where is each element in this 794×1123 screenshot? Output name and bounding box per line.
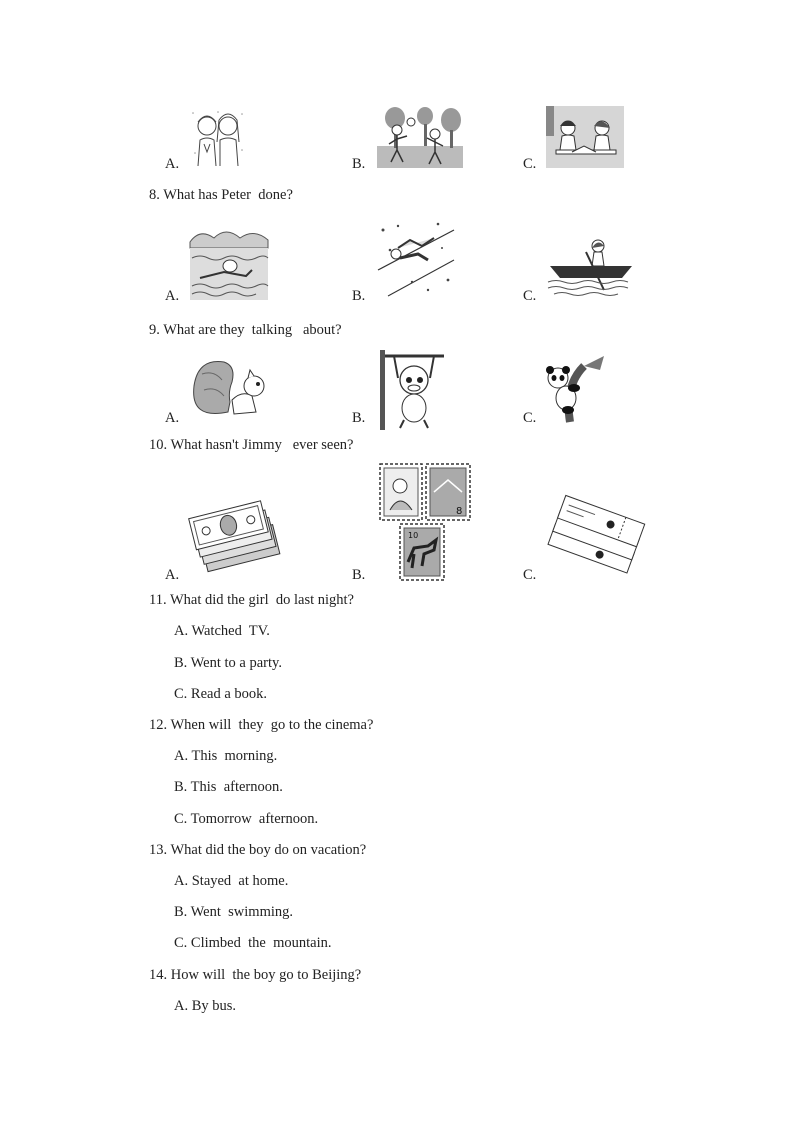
question-11-text: 11. What did the girl do last night? [149,592,354,608]
children-reading-icon[interactable] [546,106,624,168]
option-b[interactable]: B. Went swimming. [174,904,294,920]
option-b[interactable]: B. Went to a party. [174,655,282,671]
skiing-icon[interactable] [378,220,454,298]
panda-icon[interactable] [544,356,606,422]
option-a[interactable]: A. This morning. [174,748,278,764]
option-a-label: A. [165,410,180,426]
rowing-boat-icon[interactable] [548,238,634,296]
option-b-label: B. [352,156,366,172]
option-c-label: C. [523,288,537,304]
option-b-label: B. [352,410,366,426]
option-c[interactable]: C. Tomorrow afternoon. [174,811,319,827]
option-a[interactable]: A. Stayed at home. [174,873,289,889]
squirrel-icon[interactable] [190,356,270,420]
tickets-icon[interactable] [547,494,643,582]
option-c-label: C. [523,156,537,172]
question-10-text: 10. What hasn't Jimmy ever seen? [149,437,354,453]
stamps-icon[interactable] [378,462,472,580]
question-13-text: 13. What did the boy do on vacation? [149,842,367,858]
playing-in-park-icon[interactable] [377,106,463,168]
option-c-label: C. [523,410,537,426]
option-c[interactable]: C. Read a book. [174,686,268,702]
question-9-text: 9. What are they talking about? [149,322,342,338]
stamp-value-10: 10 [408,531,419,540]
monkey-icon[interactable] [376,350,446,430]
option-a-label: A. [165,567,180,583]
option-b-label: B. [352,567,366,583]
option-a-label: A. [165,288,180,304]
question-14-text: 14. How will the boy go to Beijing? [149,967,362,983]
option-c-label: C. [523,567,537,583]
question-12-text: 12. When will they go to the cinema? [149,717,374,733]
couple-icon[interactable] [190,108,246,168]
question-8-text: 8. What has Peter done? [149,187,293,203]
option-b[interactable]: B. This afternoon. [174,779,283,795]
stamp-value-8: 8 [456,506,463,517]
swimming-icon[interactable] [190,224,268,300]
option-a[interactable]: A. By bus. [174,998,237,1014]
option-b-label: B. [352,288,366,304]
option-a[interactable]: A. Watched TV. [174,623,270,639]
option-a-label: A. [165,156,180,172]
option-c[interactable]: C. Climbed the mountain. [174,935,332,951]
banknotes-icon[interactable] [190,490,280,580]
